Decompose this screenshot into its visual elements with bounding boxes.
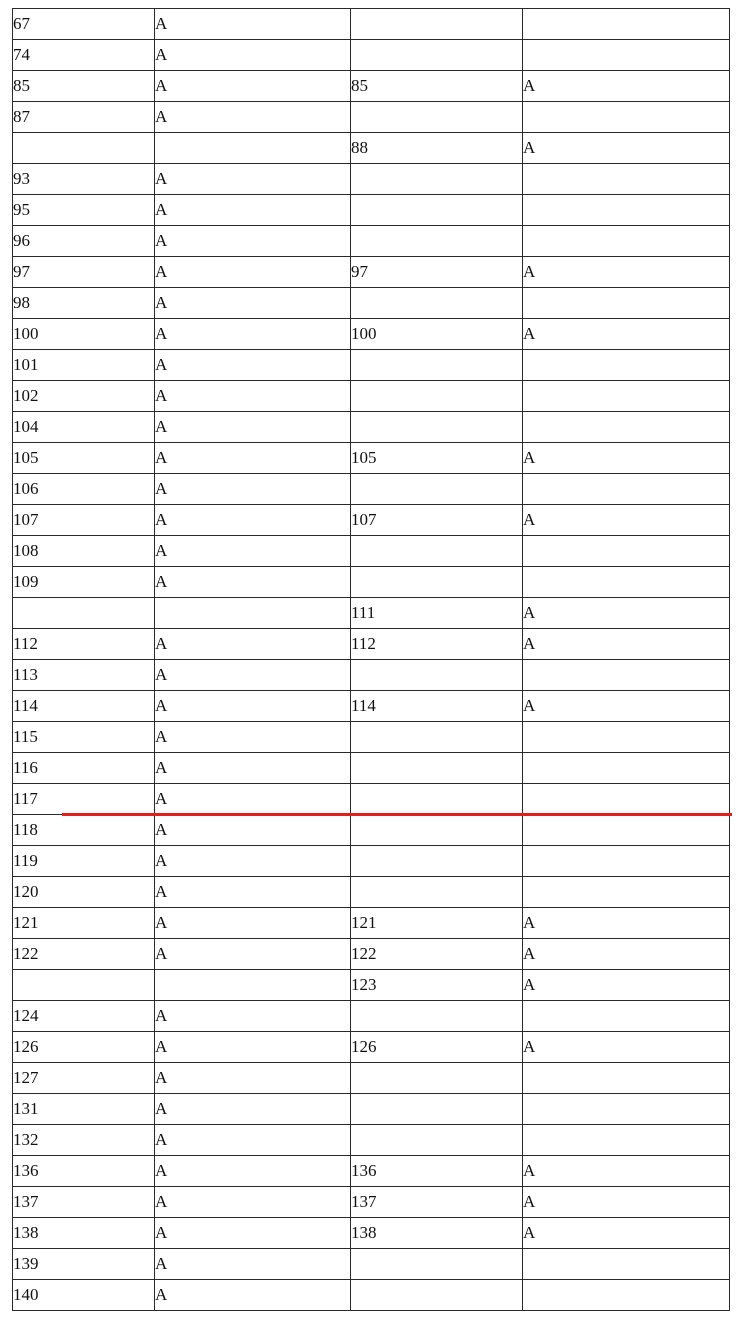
table-row [13, 1001, 730, 1032]
left-number-cell: 112 [13, 629, 155, 660]
left-grade-cell: A [155, 815, 351, 846]
right-number-cell [351, 381, 523, 412]
table-row [13, 381, 730, 412]
right-grade-cell [523, 412, 730, 443]
left-number-cell: 139 [13, 1249, 155, 1280]
left-grade-cell: A [155, 722, 351, 753]
left-grade-cell: A [155, 102, 351, 133]
right-number-cell: 85 [351, 71, 523, 102]
left-number-cell: 118 [13, 815, 155, 846]
table-row [13, 164, 730, 195]
right-number-cell [351, 288, 523, 319]
right-grade-cell [523, 784, 730, 815]
left-number-cell: 98 [13, 288, 155, 319]
left-grade-cell: A [155, 784, 351, 815]
left-number-cell: 127 [13, 1063, 155, 1094]
right-number-cell: 122 [351, 939, 523, 970]
right-grade-cell: A [523, 970, 730, 1001]
right-grade-cell: A [523, 1032, 730, 1063]
left-grade-cell: A [155, 1125, 351, 1156]
left-grade-cell: A [155, 1032, 351, 1063]
table-row [13, 567, 730, 598]
table-row [13, 257, 730, 288]
left-grade-cell: A [155, 1187, 351, 1218]
table-row [13, 443, 730, 474]
right-grade-cell [523, 1001, 730, 1032]
right-number-cell [351, 1125, 523, 1156]
left-grade-cell: A [155, 753, 351, 784]
right-number-cell: 126 [351, 1032, 523, 1063]
left-number-cell: 102 [13, 381, 155, 412]
left-number-cell [13, 133, 155, 164]
right-number-cell [351, 226, 523, 257]
right-grade-cell: A [523, 598, 730, 629]
left-number-cell: 117 [13, 784, 155, 815]
left-grade-cell: A [155, 319, 351, 350]
right-grade-cell [523, 722, 730, 753]
right-grade-cell: A [523, 257, 730, 288]
table-row [13, 691, 730, 722]
right-number-cell [351, 877, 523, 908]
left-number-cell: 101 [13, 350, 155, 381]
left-grade-cell: A [155, 9, 351, 40]
left-grade-cell: A [155, 1063, 351, 1094]
right-number-cell [351, 660, 523, 691]
right-number-cell: 112 [351, 629, 523, 660]
left-grade-cell: A [155, 226, 351, 257]
left-number-cell: 132 [13, 1125, 155, 1156]
right-grade-cell [523, 474, 730, 505]
right-grade-cell [523, 195, 730, 226]
right-grade-cell [523, 815, 730, 846]
right-number-cell [351, 9, 523, 40]
right-grade-cell [523, 1249, 730, 1280]
table-row [13, 846, 730, 877]
right-grade-cell: A [523, 1156, 730, 1187]
right-number-cell [351, 1001, 523, 1032]
left-number-cell: 114 [13, 691, 155, 722]
right-number-cell: 100 [351, 319, 523, 350]
left-number-cell: 124 [13, 1001, 155, 1032]
left-grade-cell: A [155, 164, 351, 195]
table-row [13, 195, 730, 226]
right-number-cell: 136 [351, 1156, 523, 1187]
table-row [13, 753, 730, 784]
left-number-cell: 108 [13, 536, 155, 567]
left-number-cell: 116 [13, 753, 155, 784]
left-number-cell: 85 [13, 71, 155, 102]
left-number-cell: 136 [13, 1156, 155, 1187]
table-row [13, 877, 730, 908]
left-number-cell: 93 [13, 164, 155, 195]
table-row [13, 1187, 730, 1218]
right-grade-cell: A [523, 319, 730, 350]
table-row [13, 133, 730, 164]
left-number-cell: 95 [13, 195, 155, 226]
left-grade-cell: A [155, 474, 351, 505]
left-grade-cell: A [155, 288, 351, 319]
table-row [13, 102, 730, 133]
left-number-cell: 104 [13, 412, 155, 443]
right-number-cell: 88 [351, 133, 523, 164]
right-grade-cell [523, 567, 730, 598]
right-number-cell [351, 722, 523, 753]
left-number-cell: 97 [13, 257, 155, 288]
left-grade-cell: A [155, 381, 351, 412]
right-grade-cell: A [523, 71, 730, 102]
left-grade-cell: A [155, 443, 351, 474]
left-grade-cell: A [155, 629, 351, 660]
right-grade-cell [523, 753, 730, 784]
table-row [13, 970, 730, 1001]
right-grade-cell [523, 40, 730, 71]
left-grade-cell [155, 598, 351, 629]
table-row [13, 1094, 730, 1125]
left-grade-cell: A [155, 71, 351, 102]
right-grade-cell: A [523, 1187, 730, 1218]
table-row [13, 1032, 730, 1063]
left-grade-cell: A [155, 877, 351, 908]
left-grade-cell: A [155, 505, 351, 536]
left-grade-cell: A [155, 1156, 351, 1187]
right-grade-cell [523, 350, 730, 381]
right-grade-cell [523, 536, 730, 567]
right-grade-cell [523, 288, 730, 319]
left-number-cell: 119 [13, 846, 155, 877]
left-grade-cell: A [155, 691, 351, 722]
table-row [13, 1063, 730, 1094]
left-grade-cell: A [155, 536, 351, 567]
table-row [13, 1218, 730, 1249]
table-row [13, 1280, 730, 1311]
right-grade-cell [523, 381, 730, 412]
right-number-cell [351, 784, 523, 815]
left-grade-cell: A [155, 660, 351, 691]
right-number-cell [351, 40, 523, 71]
right-number-cell [351, 846, 523, 877]
right-grade-cell [523, 226, 730, 257]
right-number-cell: 114 [351, 691, 523, 722]
right-grade-cell [523, 877, 730, 908]
right-number-cell: 97 [351, 257, 523, 288]
table-row [13, 71, 730, 102]
right-grade-cell [523, 1094, 730, 1125]
left-grade-cell [155, 133, 351, 164]
right-grade-cell [523, 660, 730, 691]
left-number-cell: 113 [13, 660, 155, 691]
left-number-cell: 137 [13, 1187, 155, 1218]
left-number-cell: 87 [13, 102, 155, 133]
left-number-cell: 107 [13, 505, 155, 536]
left-number-cell: 105 [13, 443, 155, 474]
red-divider-line [62, 813, 732, 816]
right-grade-cell: A [523, 691, 730, 722]
right-grade-cell [523, 1125, 730, 1156]
right-grade-cell: A [523, 629, 730, 660]
left-number-cell: 120 [13, 877, 155, 908]
left-grade-cell: A [155, 939, 351, 970]
left-number-cell: 67 [13, 9, 155, 40]
left-grade-cell: A [155, 908, 351, 939]
left-number-cell: 115 [13, 722, 155, 753]
right-number-cell: 138 [351, 1218, 523, 1249]
right-grade-cell [523, 102, 730, 133]
left-number-cell: 140 [13, 1280, 155, 1311]
right-number-cell [351, 815, 523, 846]
table-row [13, 40, 730, 71]
table-row [13, 784, 730, 815]
right-grade-cell [523, 9, 730, 40]
left-number-cell: 106 [13, 474, 155, 505]
left-number-cell: 74 [13, 40, 155, 71]
table-row [13, 908, 730, 939]
table-row [13, 815, 730, 846]
left-grade-cell: A [155, 1001, 351, 1032]
left-grade-cell: A [155, 40, 351, 71]
left-number-cell [13, 598, 155, 629]
right-grade-cell: A [523, 505, 730, 536]
table-row [13, 1156, 730, 1187]
right-number-cell: 137 [351, 1187, 523, 1218]
left-grade-cell: A [155, 1094, 351, 1125]
right-number-cell: 105 [351, 443, 523, 474]
left-grade-cell: A [155, 257, 351, 288]
left-grade-cell: A [155, 846, 351, 877]
left-number-cell: 109 [13, 567, 155, 598]
right-number-cell [351, 1063, 523, 1094]
table-row [13, 505, 730, 536]
left-number-cell: 96 [13, 226, 155, 257]
right-number-cell [351, 753, 523, 784]
right-number-cell [351, 567, 523, 598]
right-grade-cell: A [523, 939, 730, 970]
right-number-cell [351, 474, 523, 505]
table-row [13, 9, 730, 40]
right-grade-cell [523, 164, 730, 195]
right-grade-cell: A [523, 133, 730, 164]
table-row [13, 474, 730, 505]
right-number-cell: 111 [351, 598, 523, 629]
table-row [13, 288, 730, 319]
left-number-cell: 122 [13, 939, 155, 970]
right-number-cell [351, 102, 523, 133]
table-row [13, 536, 730, 567]
right-number-cell [351, 195, 523, 226]
table-row [13, 660, 730, 691]
left-grade-cell [155, 970, 351, 1001]
right-number-cell [351, 1280, 523, 1311]
right-number-cell [351, 536, 523, 567]
left-number-cell: 126 [13, 1032, 155, 1063]
table-row [13, 319, 730, 350]
left-grade-cell: A [155, 195, 351, 226]
table-row [13, 1249, 730, 1280]
right-grade-cell [523, 1280, 730, 1311]
table-row [13, 939, 730, 970]
table-row [13, 412, 730, 443]
left-grade-cell: A [155, 1249, 351, 1280]
left-grade-cell: A [155, 567, 351, 598]
right-number-cell: 107 [351, 505, 523, 536]
right-number-cell: 123 [351, 970, 523, 1001]
left-grade-cell: A [155, 412, 351, 443]
right-grade-cell [523, 846, 730, 877]
right-number-cell [351, 350, 523, 381]
left-grade-cell: A [155, 1280, 351, 1311]
left-number-cell: 121 [13, 908, 155, 939]
table-row [13, 629, 730, 660]
table-row [13, 598, 730, 629]
table-row [13, 350, 730, 381]
right-number-cell [351, 1094, 523, 1125]
right-grade-cell: A [523, 1218, 730, 1249]
left-grade-cell: A [155, 350, 351, 381]
results-table [12, 8, 730, 1311]
right-grade-cell: A [523, 908, 730, 939]
left-grade-cell: A [155, 1218, 351, 1249]
results-table-body [13, 9, 730, 1311]
left-number-cell [13, 970, 155, 1001]
table-row [13, 226, 730, 257]
left-number-cell: 138 [13, 1218, 155, 1249]
table-row [13, 722, 730, 753]
table-row [13, 1125, 730, 1156]
right-grade-cell [523, 1063, 730, 1094]
left-number-cell: 131 [13, 1094, 155, 1125]
right-number-cell [351, 412, 523, 443]
left-number-cell: 100 [13, 319, 155, 350]
right-grade-cell: A [523, 443, 730, 474]
right-number-cell: 121 [351, 908, 523, 939]
right-number-cell [351, 164, 523, 195]
right-number-cell [351, 1249, 523, 1280]
